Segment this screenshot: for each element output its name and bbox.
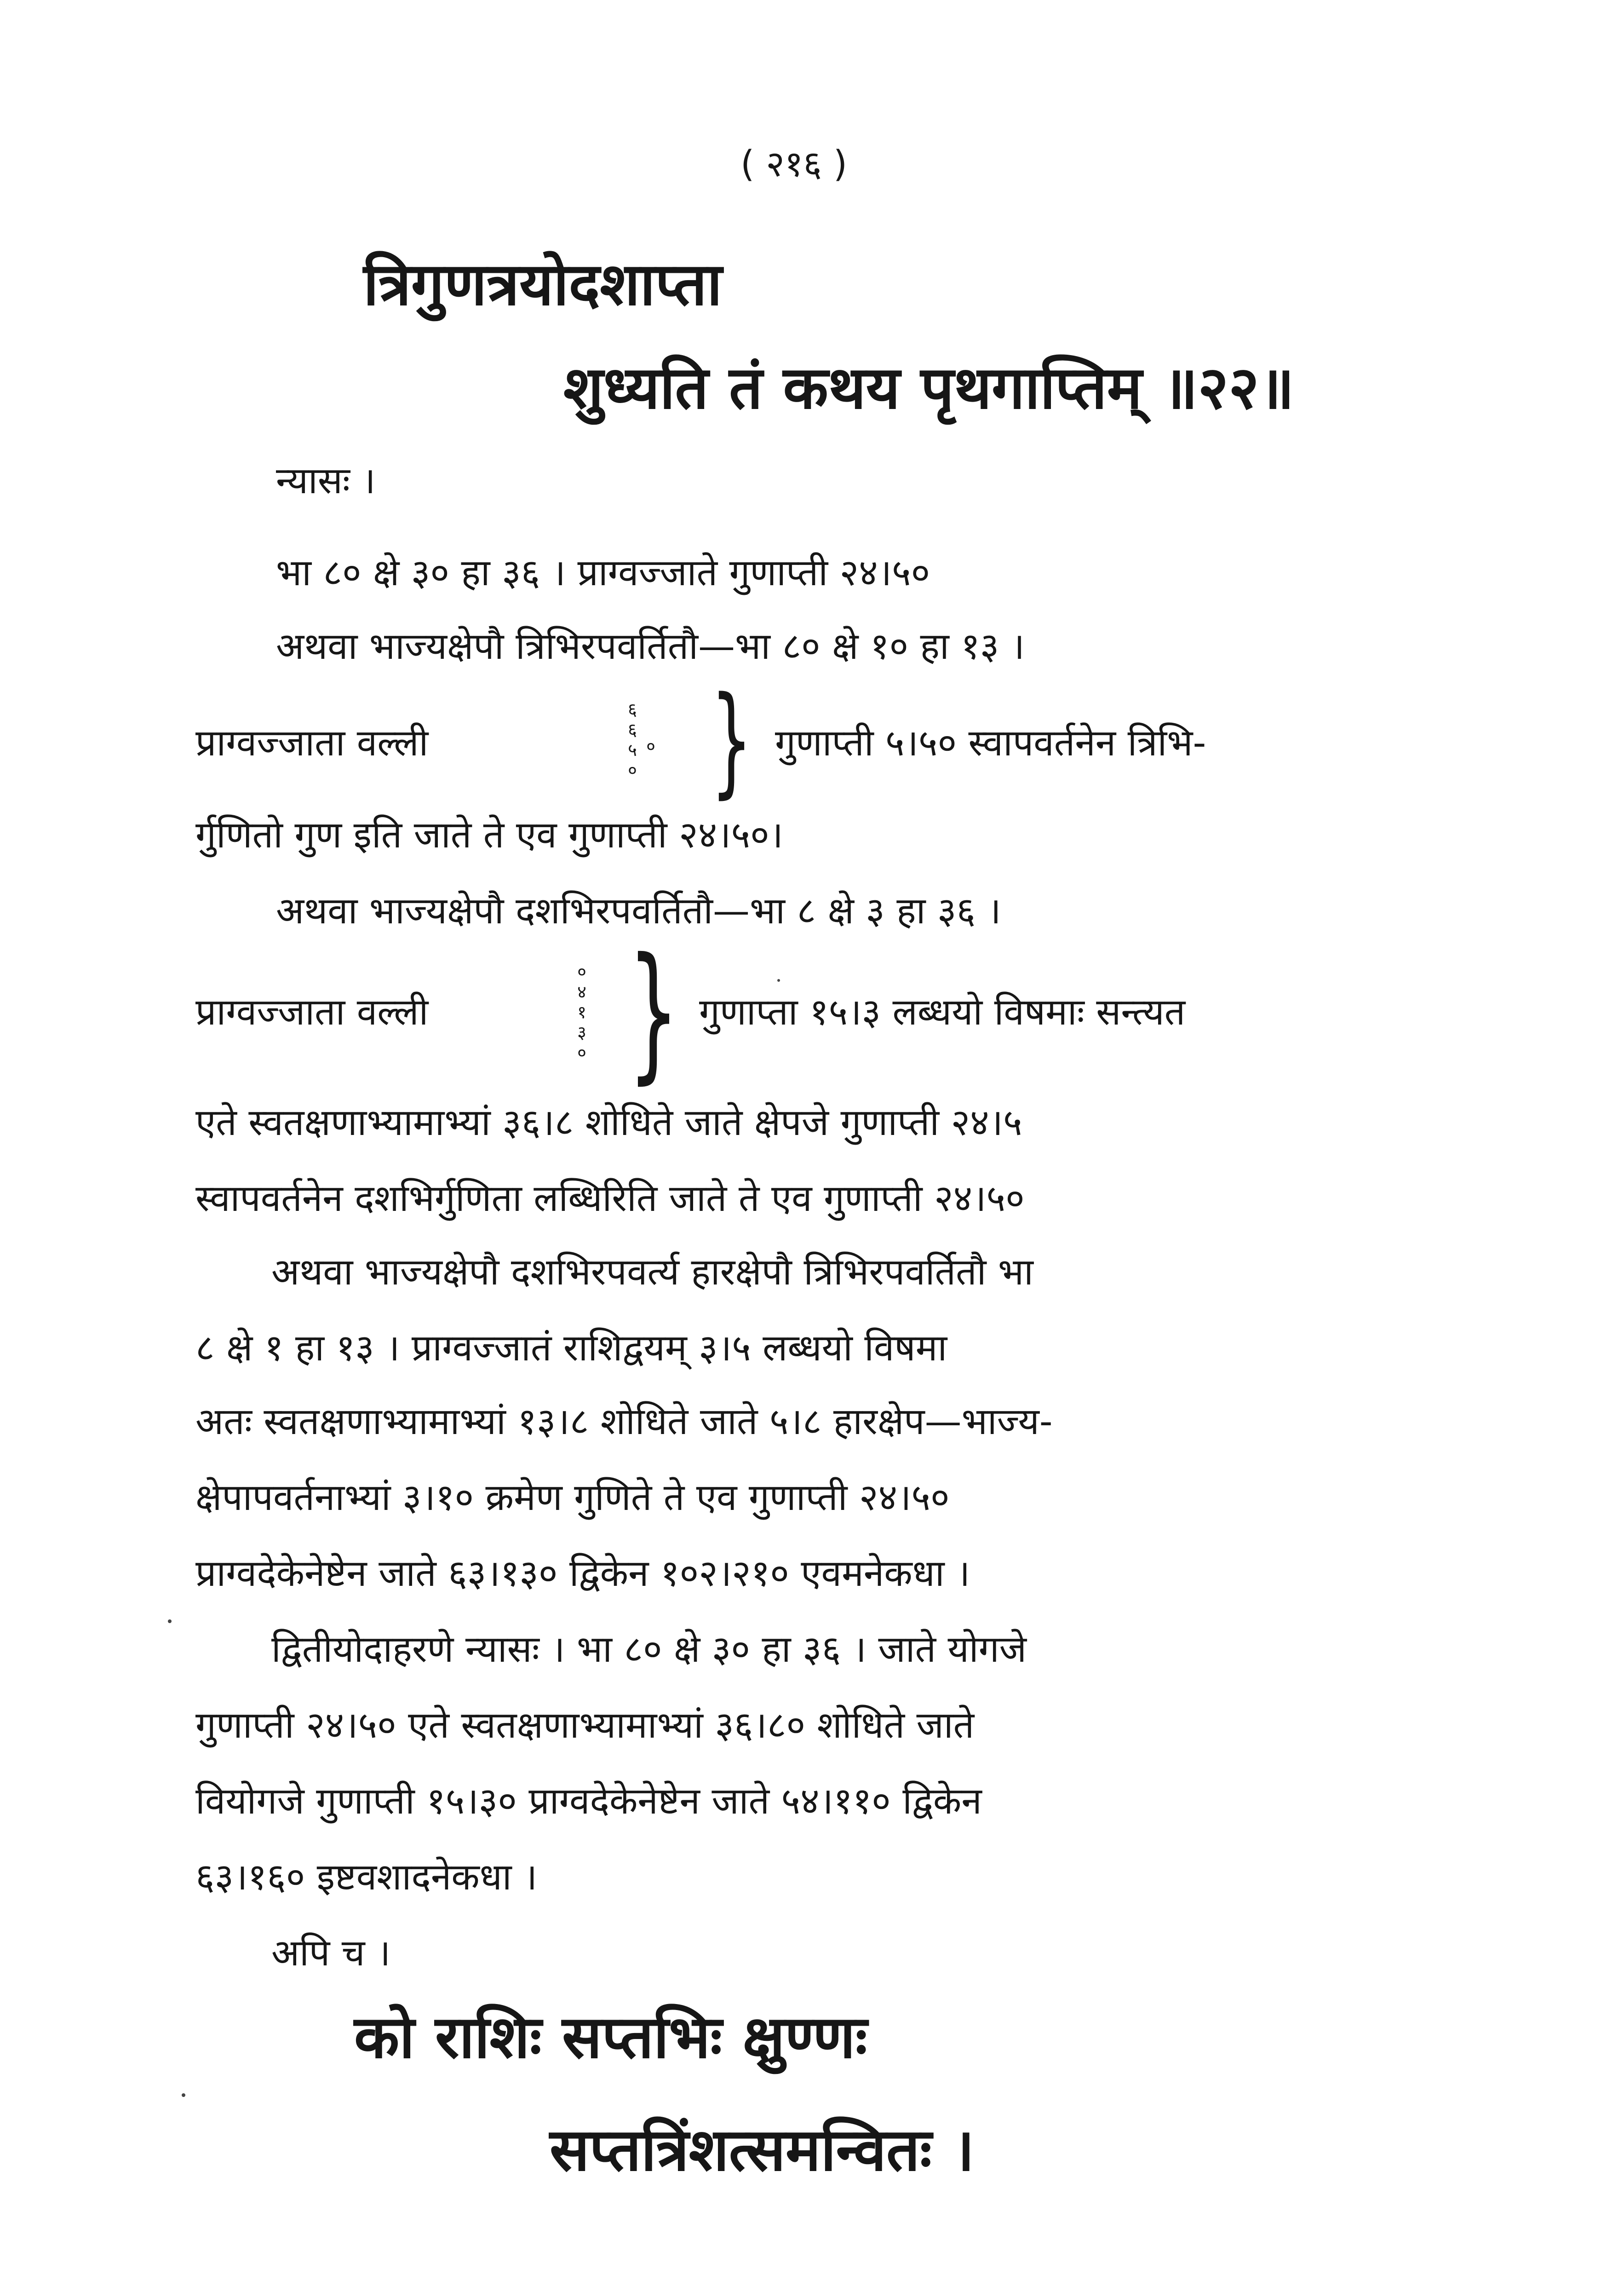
text-line: प्राग्वज्जाता वल्ली	[195, 991, 429, 1033]
text-line: गुणाप्ती ५।५० स्वापवर्तनेन त्रिभि-	[775, 721, 1206, 764]
vallī-digit: ०	[628, 760, 637, 780]
vallī-digit: ६	[628, 720, 637, 740]
scan-speck	[777, 979, 780, 982]
text-line: न्यासः ।	[276, 459, 376, 502]
vallī-column-1	[623, 699, 642, 780]
text-line: अथवा भाज्यक्षेपौ दशभिरपवर्तितौ—भा ८ क्षे ३ हा ३६ ।	[276, 889, 1001, 932]
text-line: ८ क्षे १ हा १३ । प्राग्वज्जातं राशिद्वयम् ३।५ लब्धयो विषमा	[195, 1326, 947, 1369]
page-number: ( २१६ )	[740, 144, 848, 185]
text-line: ६३।१६० इष्टवशादनेकधा ।	[195, 1855, 538, 1898]
vallī-tail: ०	[646, 736, 655, 756]
text-line: गुणाप्ती २४।५० एते स्वतक्षणाभ्यामाभ्यां ३६।८० शोधिते जाते	[195, 1704, 975, 1746]
text-line: भा ८० क्षे ३० हा ३६ । प्राग्वज्जाते गुणाप्ती २४।५०	[276, 551, 930, 594]
verse-top-line-2: शुध्यति तं कथय पृथगाप्तिम् ॥२२॥	[563, 354, 1295, 422]
text-line: स्वापवर्तनेन दशभिर्गुणिता लब्धिरिति जाते ते एव गुणाप्ती २४।५०	[195, 1177, 1025, 1220]
vallī-digit: १	[577, 1002, 586, 1022]
text-line: द्वितीयोदाहरणे न्यासः । भा ८० क्षे ३० हा ३६ । जाते योगजे	[271, 1628, 1027, 1670]
vallī-digit: ०	[577, 962, 586, 982]
scan-speck	[168, 1619, 172, 1623]
verse-bottom-line-2: सप्तत्रिंशत्समन्वितः ।	[550, 2116, 975, 2184]
text-line: अतः स्वतक्षणाभ्यामाभ्यां १३।८ शोधिते जाते ५।८ हारक्षेप—भाज्य-	[195, 1400, 1053, 1443]
right-brace-icon: }	[628, 927, 679, 1098]
text-line: प्राग्वज्जाता वल्ली	[195, 721, 429, 764]
text-line: गुणाप्ता १५।३ लब्धयो विषमाः सन्त्यत	[699, 991, 1186, 1033]
text-line: अथवा भाज्यक्षेपौ दशभिरपवर्त्य हारक्षेपौ त्रिभिरपवर्तितौ भा	[271, 1250, 1033, 1293]
text-line: र्गुणितो गुण इति जाते ते एव गुणाप्ती २४।५०।	[195, 813, 784, 856]
text-line: क्षेपापवर्तनाभ्यां ३।१० क्रमेण गुणिते ते एव गुणाप्ती २४।५०	[195, 1476, 950, 1519]
text-line: अपि च ।	[271, 1931, 391, 1974]
text-line: प्राग्वदेकेनेष्टेन जाते ६३।१३० द्विकेन १०२।२१० एवमनेकधा ।	[195, 1552, 970, 1595]
verse-top-line-1: त्रिगुणत्रयोदशाप्ता	[363, 250, 723, 319]
text-line: एते स्वतक्षणाभ्यामाभ्यां ३६।८ शोधिते जाते क्षेपजे गुणाप्ती २४।५	[195, 1101, 1022, 1144]
right-brace-icon: }	[711, 671, 752, 810]
vallī-column-2	[573, 962, 591, 1063]
vallī-digit: ४	[577, 982, 586, 1002]
text-line: अथवा भाज्यक्षेपौ त्रिभिरपवर्तितौ—भा ८० क्षे १० हा १३ ।	[276, 625, 1025, 668]
vallī-digit: ६	[628, 699, 637, 720]
vallī-digit: ५	[628, 740, 637, 760]
scan-speck	[182, 2093, 185, 2097]
verse-bottom-line-1: को राशिः सप्तभिः क्षुण्णः	[354, 2003, 867, 2072]
vallī-digit: ०	[577, 1043, 586, 1063]
text-line: वियोगजे गुणाप्ती १५।३० प्राग्वदेकेनेष्टेन जाते ५४।११० द्विकेन	[195, 1780, 982, 1822]
vallī-digit: ३	[577, 1022, 586, 1043]
